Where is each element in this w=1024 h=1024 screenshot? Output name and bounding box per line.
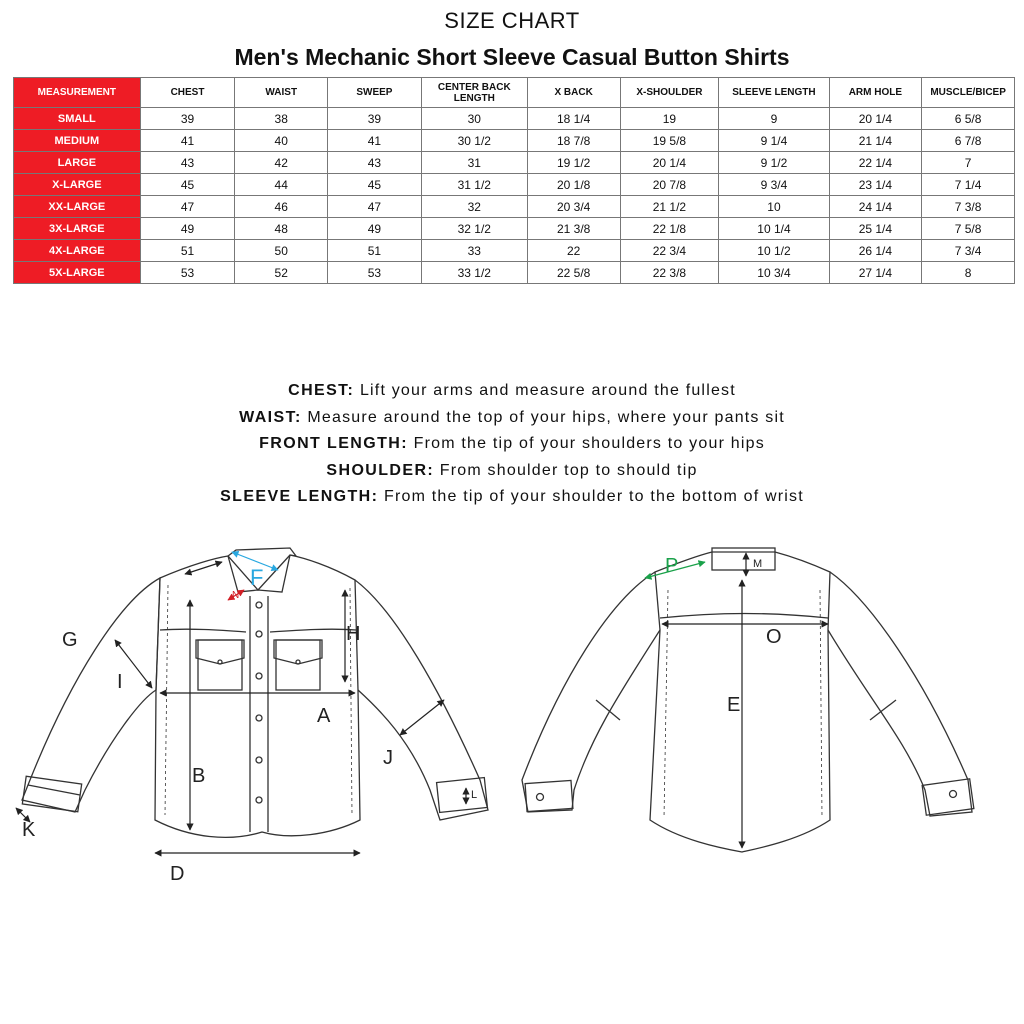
instruction-chest (0, 382, 1024, 400)
instruction-term: WAIST: (239, 409, 302, 426)
table-cell: 18 7/8 (527, 130, 620, 152)
table-cell: 47 (328, 196, 422, 218)
table-cell: 47 (140, 196, 235, 218)
table-cell: 21 3/8 (527, 218, 620, 240)
instruction-term: FRONT LENGTH: (259, 435, 408, 452)
table-cell: 45 (140, 174, 235, 196)
table-cell: 27 1/4 (829, 262, 922, 284)
table-cell: 18 1/4 (527, 108, 620, 130)
table-cell: 46 (235, 196, 328, 218)
size-label: LARGE (14, 152, 141, 174)
table-cell: 22 1/8 (620, 218, 719, 240)
table-cell: 9 1/2 (719, 152, 829, 174)
table-cell: 48 (235, 218, 328, 240)
table-cell: 26 1/4 (829, 240, 922, 262)
table-cell: 10 1/2 (719, 240, 829, 262)
table-cell: 33 1/2 (421, 262, 527, 284)
table-cell: 19 1/2 (527, 152, 620, 174)
back-measurements (662, 553, 828, 848)
table-cell: 32 (421, 196, 527, 218)
label-n: N (232, 590, 240, 601)
column-header: MEASUREMENT (14, 78, 141, 108)
label-l: L (471, 789, 478, 801)
column-header: X BACK (527, 78, 620, 108)
table-cell: 30 (421, 108, 527, 130)
table-cell: 43 (328, 152, 422, 174)
table-cell: 20 3/4 (527, 196, 620, 218)
table-cell: 43 (140, 152, 235, 174)
table-cell: 39 (328, 108, 422, 130)
table-cell: 23 1/4 (829, 174, 922, 196)
table-cell: 20 1/4 (620, 152, 719, 174)
back-labels (665, 555, 782, 716)
table-cell: 20 7/8 (620, 174, 719, 196)
table-cell: 24 1/4 (829, 196, 922, 218)
table-cell: 7 3/8 (922, 196, 1015, 218)
instruction-text: From the tip of your shoulder to the bottom of wrist (378, 488, 804, 505)
instruction-term: SLEEVE LENGTH: (220, 488, 379, 505)
table-cell: 33 (421, 240, 527, 262)
table-cell: 10 1/4 (719, 218, 829, 240)
instruction-shoulder (0, 462, 1024, 480)
size-label: MEDIUM (14, 130, 141, 152)
size-label: 3X-LARGE (14, 218, 141, 240)
size-label: 5X-LARGE (14, 262, 141, 284)
table-cell: 44 (235, 174, 328, 196)
table-cell: 53 (140, 262, 235, 284)
table-cell: 22 (527, 240, 620, 262)
label-h: H (346, 623, 361, 645)
table-cell: 49 (328, 218, 422, 240)
table-row (14, 174, 1015, 196)
chart-title: SIZE CHART (444, 8, 580, 33)
back-shirt (522, 548, 974, 852)
table-cell: 22 5/8 (527, 262, 620, 284)
instruction-text: Measure around the top of your hips, where your pants sit (301, 409, 785, 426)
size-label: XX-LARGE (14, 196, 141, 218)
table-cell: 30 1/2 (421, 130, 527, 152)
table-cell: 39 (140, 108, 235, 130)
label-f: F (250, 565, 264, 590)
table-cell: 49 (140, 218, 235, 240)
table-row (14, 152, 1015, 174)
instruction-waist (0, 409, 1024, 427)
table-cell: 22 1/4 (829, 152, 922, 174)
table-cell: 41 (328, 130, 422, 152)
table-cell: 31 (421, 152, 527, 174)
table-cell: 51 (328, 240, 422, 262)
label-a: A (317, 705, 331, 727)
table-cell: 40 (235, 130, 328, 152)
label-o: O (766, 626, 782, 648)
table-cell: 32 1/2 (421, 218, 527, 240)
column-header: MUSCLE/BICEP (922, 78, 1015, 108)
table-cell: 10 (719, 196, 829, 218)
table-cell: 21 1/2 (620, 196, 719, 218)
table-cell: 25 1/4 (829, 218, 922, 240)
table-cell: 42 (235, 152, 328, 174)
column-header: ARM HOLE (829, 78, 922, 108)
column-header: CHEST (140, 78, 235, 108)
label-b: B (192, 765, 206, 787)
column-header: X-SHOULDER (620, 78, 719, 108)
table-row (14, 240, 1015, 262)
table-row (14, 130, 1015, 152)
instruction-text: From the tip of your shoulders to your hips (407, 435, 765, 452)
table-cell: 50 (235, 240, 328, 262)
table-cell: 19 (620, 108, 719, 130)
instruction-term: CHEST: (288, 382, 355, 399)
table-cell: 8 (922, 262, 1015, 284)
label-m: M (753, 558, 763, 570)
table-row (14, 196, 1015, 218)
table-cell: 7 5/8 (922, 218, 1015, 240)
instruction-term: SHOULDER: (326, 462, 435, 479)
product-title: Men's Mechanic Short Sleeve Casual Button Shirts (234, 44, 790, 70)
label-k: K (22, 819, 36, 841)
label-p: P (665, 555, 679, 577)
label-e: E (727, 694, 741, 716)
front-measurements (16, 562, 466, 853)
size-table (13, 77, 1015, 284)
size-label: X-LARGE (14, 174, 141, 196)
instruction-text: Lift your arms and measure around the fullest (354, 382, 736, 399)
column-header: CENTER BACK LENGTH (421, 78, 527, 108)
table-cell: 9 1/4 (719, 130, 829, 152)
table-row (14, 262, 1015, 284)
table-cell: 6 5/8 (922, 108, 1015, 130)
label-j: J (383, 747, 393, 769)
size-label: SMALL (14, 108, 141, 130)
table-cell: 7 (922, 152, 1015, 174)
table-cell: 20 1/4 (829, 108, 922, 130)
table-cell: 53 (328, 262, 422, 284)
table-cell: 9 (719, 108, 829, 130)
size-label: 4X-LARGE (14, 240, 141, 262)
label-d: D (170, 863, 185, 885)
table-cell: 52 (235, 262, 328, 284)
label-i: I (117, 671, 123, 693)
instruction-front-length (0, 435, 1024, 453)
table-row (14, 218, 1015, 240)
table-cell: 31 1/2 (421, 174, 527, 196)
instruction-text: From shoulder top to should tip (434, 462, 698, 479)
table-cell: 10 3/4 (719, 262, 829, 284)
column-header: WAIST (235, 78, 328, 108)
table-cell: 45 (328, 174, 422, 196)
table-cell: 6 7/8 (922, 130, 1015, 152)
table-cell: 22 3/8 (620, 262, 719, 284)
table-header-row (14, 78, 1015, 108)
table-cell: 9 3/4 (719, 174, 829, 196)
table-cell: 19 5/8 (620, 130, 719, 152)
table-cell: 21 1/4 (829, 130, 922, 152)
table-row (14, 108, 1015, 130)
table-cell: 20 1/8 (527, 174, 620, 196)
table-cell: 41 (140, 130, 235, 152)
table-cell: 38 (235, 108, 328, 130)
instruction-sleeve-length (0, 488, 1024, 506)
table-cell: 51 (140, 240, 235, 262)
column-header: SLEEVE LENGTH (719, 78, 829, 108)
table-cell: 22 3/4 (620, 240, 719, 262)
label-g: G (62, 629, 78, 651)
table-cell: 7 3/4 (922, 240, 1015, 262)
table-cell: 7 1/4 (922, 174, 1015, 196)
shirt-diagram (0, 530, 1024, 890)
column-header: SWEEP (328, 78, 422, 108)
